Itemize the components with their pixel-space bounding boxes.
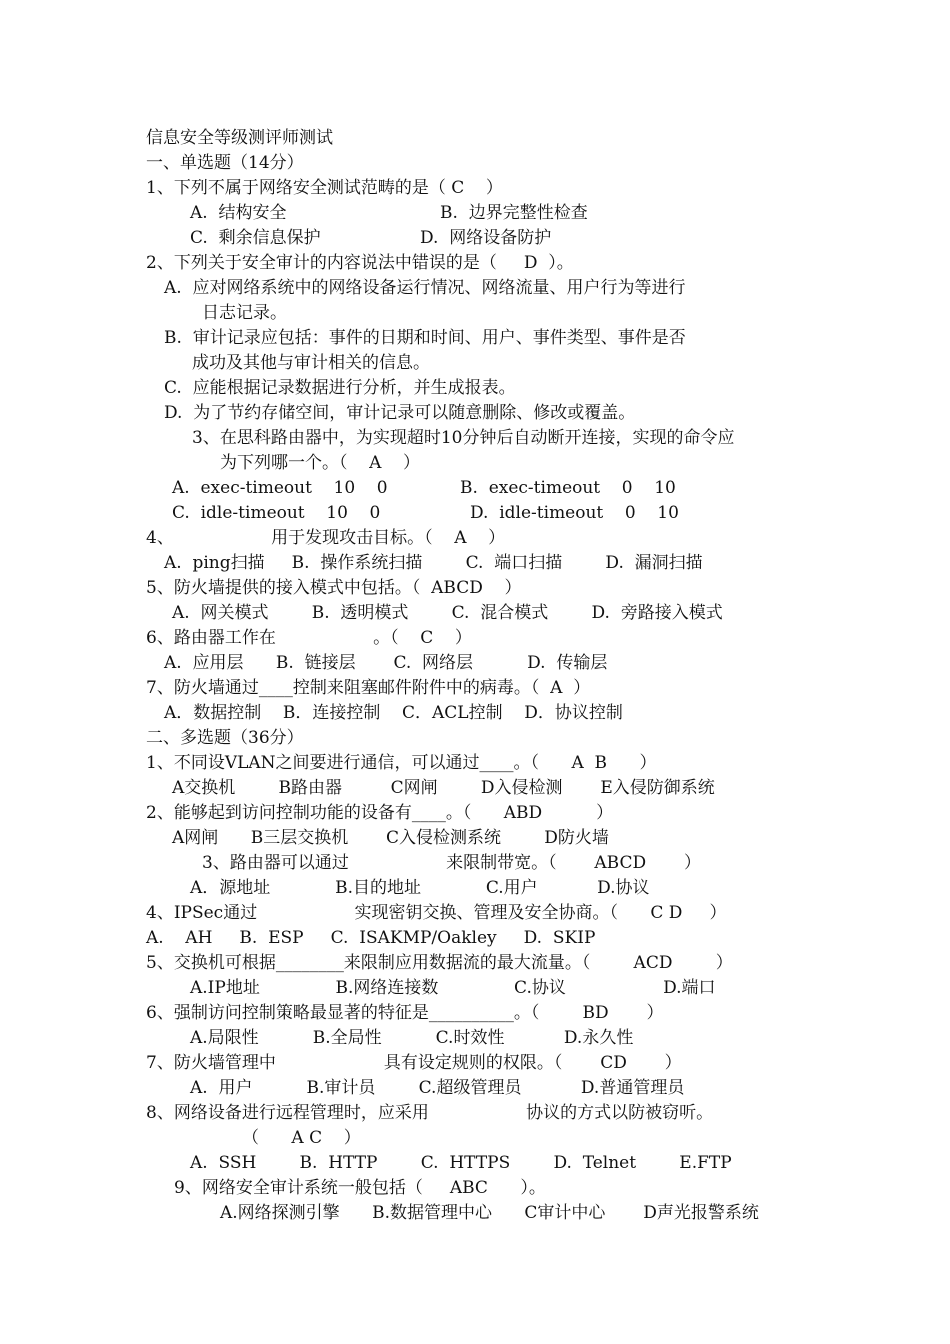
question-text: 4、 用于发现攻击目标。（ A ） <box>146 528 506 548</box>
doc-title: 信息安全等级测评师测试 <box>146 128 333 148</box>
option-text: B. 审计记录应包括：事件的日期和时间、用户、事件类型、事件是否 <box>164 328 686 348</box>
option-text: A. exec-timeout 10 0 <box>172 478 388 498</box>
option-text: A网闸 B三层交换机 C入侵检测系统 D防火墙 <box>172 828 609 848</box>
question-text: 5、交换机可根据________来限制应用数据流的最大流量。（ ACD ） <box>146 953 733 973</box>
option-text: B. 边界完整性检查 <box>440 203 588 223</box>
question-text: 4、IPSec通过 实现密钥交换、管理及安全协商。（ C D ） <box>146 903 727 923</box>
option-text: A. 网关模式 B. 透明模式 C. 混合模式 D. 旁路接入模式 <box>172 603 723 623</box>
section-heading-multiple-choice: 二、多选题（36分） <box>146 728 304 748</box>
option-text: A．数据控制 B．连接控制 C．ACL控制 D．协议控制 <box>164 703 623 723</box>
question-text: 7、防火墙通过____控制来阻塞邮件附件中的病毒。（ A ） <box>146 678 591 698</box>
question-text: 2、下列关于安全审计的内容说法中错误的是（ D ）。 <box>146 253 574 273</box>
option-text: A. 结构安全 <box>190 203 287 223</box>
option-text: A. 应用层 B. 链接层 C. 网络层 D. 传输层 <box>164 653 608 673</box>
option-text: D. idle-timeout 0 10 <box>470 503 679 523</box>
option-text: D. 网络设备防护 <box>420 228 552 248</box>
option-text: A. AH B. ESP C. ISAKMP/Oakley D. SKIP <box>146 928 596 948</box>
option-text: D. 为了节约存储空间，审计记录可以随意删除、修改或覆盖。 <box>164 403 636 423</box>
question-text: 3、在思科路由器中，为实现超时10分钟后自动断开连接，实现的命令应 <box>192 428 735 448</box>
option-text: C. 剩余信息保护 <box>190 228 321 248</box>
question-text: 9、网络安全审计系统一般包括（ ABC ）。 <box>174 1178 546 1198</box>
section-heading-single-choice: 一、单选题（14分） <box>146 153 304 173</box>
option-text: 日志记录。 <box>202 303 287 323</box>
question-text: 7、防火墙管理中 具有设定规则的权限。（ CD ） <box>146 1053 682 1073</box>
option-text: A．源地址 B.目的地址 C.用户 D.协议 <box>190 878 650 898</box>
question-text: 6、强制访问控制策略最显著的特征是__________。（ BD ） <box>146 1003 664 1023</box>
option-text: A.IP地址 B.网络连接数 C.协议 D.端口 <box>190 978 716 998</box>
option-text: C. idle-timeout 10 0 <box>172 503 381 523</box>
option-text: A.局限性 B.全局性 C.时效性 D.永久性 <box>190 1028 634 1048</box>
option-text: A.网络探测引擎 B.数据管理中心 C审计中心 D声光报警系统 <box>220 1203 759 1223</box>
option-text: A. ping扫描 B. 操作系统扫描 C. 端口扫描 D. 漏洞扫描 <box>164 553 703 573</box>
question-text: 1、下列不属于网络安全测试范畴的是（ C ） <box>146 178 503 198</box>
answer-text: （ A C ） <box>242 1128 361 1148</box>
question-text: 为下列哪一个。（ A ） <box>220 453 421 473</box>
option-text: 成功及其他与审计相关的信息。 <box>192 353 430 373</box>
question-text: 6、路由器工作在 。（ C ） <box>146 628 472 648</box>
question-text: 5、防火墙提供的接入模式中包括。（ ABCD ） <box>146 578 522 598</box>
option-text: A. SSH B. HTTP C. HTTPS D. Telnet E.FTP <box>190 1153 732 1173</box>
question-text: 8、网络设备进行远程管理时，应采用 协议的方式以防被窃听。 <box>146 1103 714 1123</box>
question-text: 3、路由器可以通过 来限制带宽。（ ABCD ） <box>202 853 701 873</box>
option-text: A交换机 B路由器 C网闸 D入侵检测 E入侵防御系统 <box>172 778 715 798</box>
option-text: A. 用户 B.审计员 C.超级管理员 D.普通管理员 <box>190 1078 685 1098</box>
option-text: B. exec-timeout 0 10 <box>460 478 676 498</box>
option-text: A. 应对网络系统中的网络设备运行情况、网络流量、用户行为等进行 <box>164 278 686 298</box>
option-text: C. 应能根据记录数据进行分析，并生成报表。 <box>164 378 516 398</box>
question-text: 2、能够起到访问控制功能的设备有____。（ ABD ） <box>146 803 614 823</box>
question-text: 1、不同设VLAN之间要进行通信，可以通过____。（ A B ） <box>146 753 657 773</box>
